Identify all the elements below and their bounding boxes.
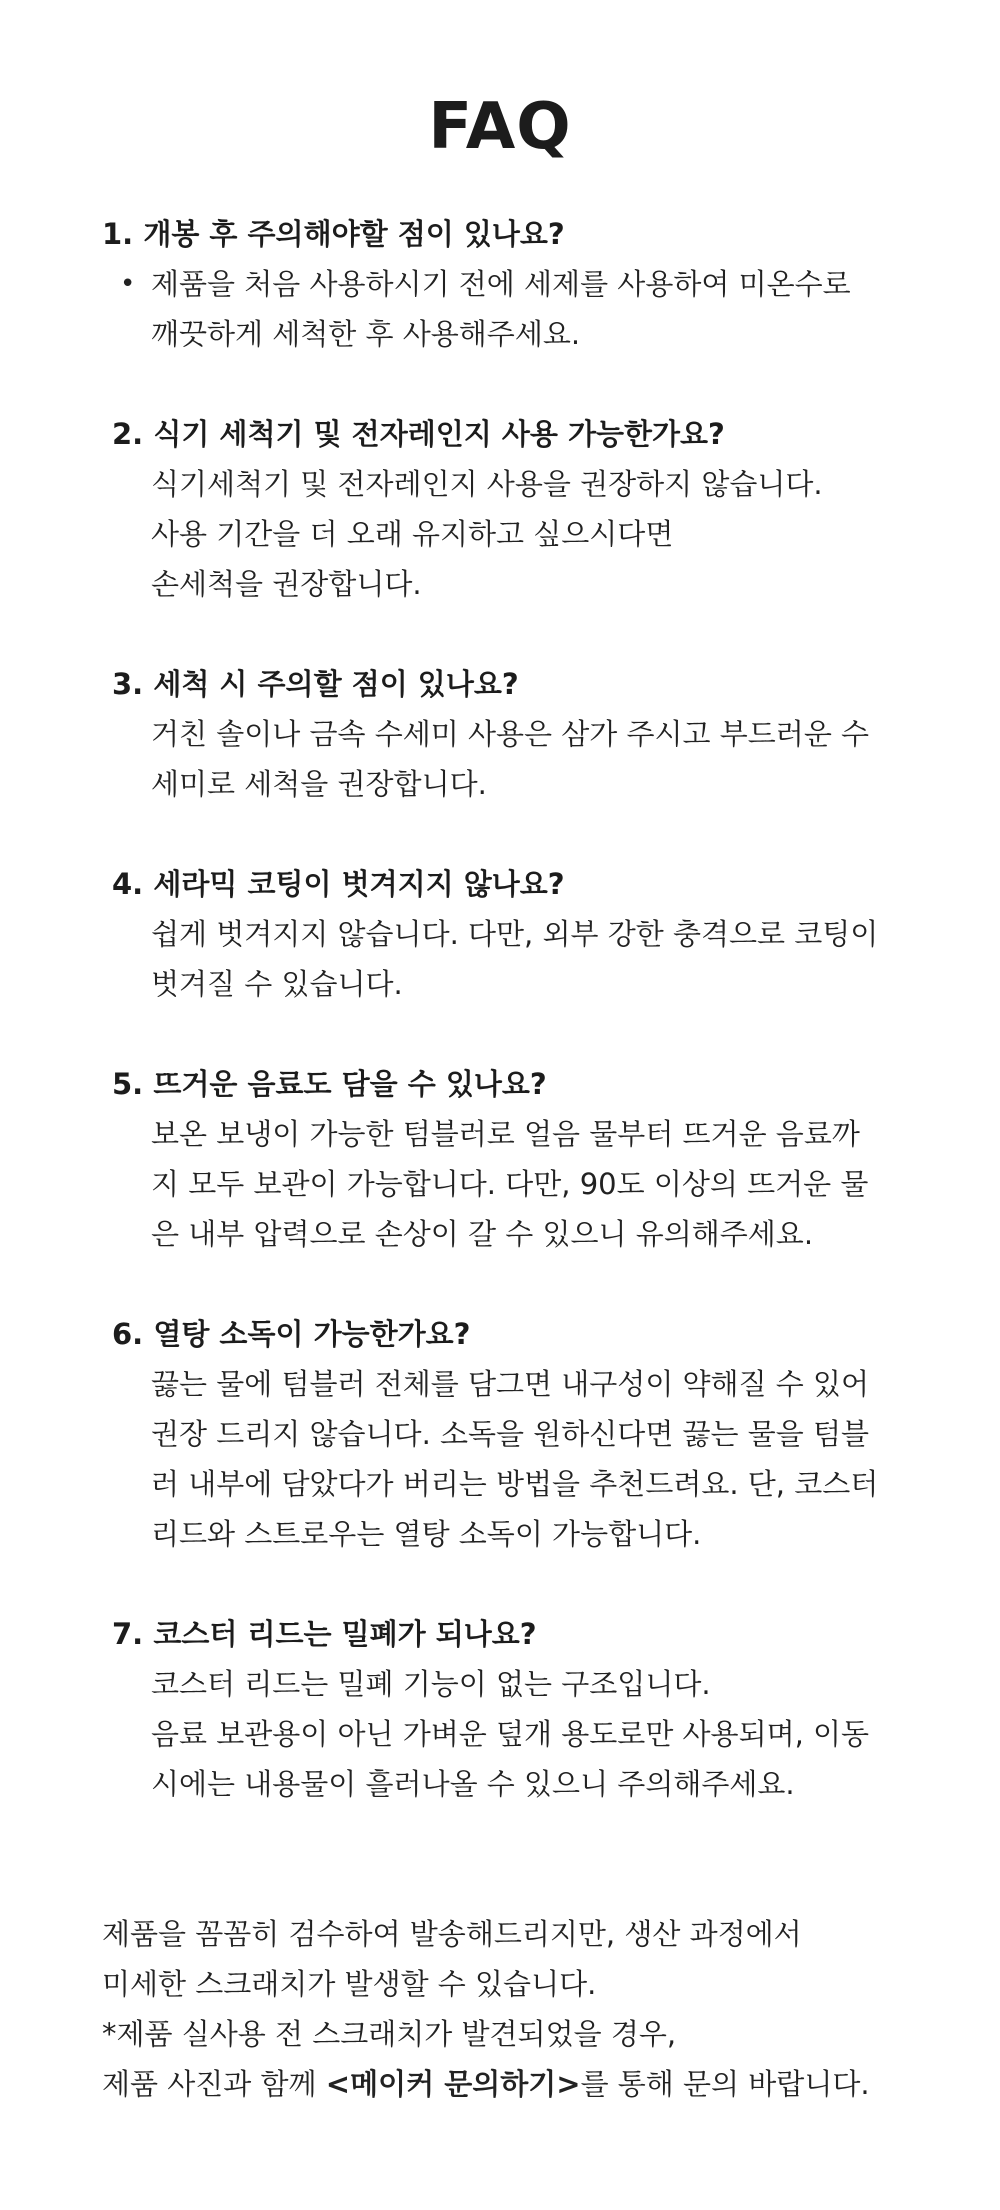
faq-question-7 [112, 1614, 537, 1654]
notice-line: 제품을 꼼꼼히 검수하여 발송해드리지만, 생산 과정에서 [102, 1917, 802, 1951]
notice-text: 를 통해 문의 바랍니다. [580, 2067, 870, 2101]
faq-answer-line: 권장 드리지 않습니다. 소독을 원하신다면 끓는 물을 텀블 [151, 1417, 870, 1451]
faq-number: 2. [112, 417, 144, 451]
faq-number: 4. [112, 867, 144, 901]
faq-question-4 [112, 864, 565, 904]
notice-line: 미세한 스크래치가 발생할 수 있습니다. [102, 1967, 597, 2001]
faq-number: 3. [112, 667, 144, 701]
notice-line-contact [102, 2064, 870, 2104]
faq-answer-line: 깨끗하게 세척한 후 사용해주세요. [151, 317, 581, 351]
faq-answer-line: 벗겨질 수 있습니다. [151, 967, 403, 1001]
faq-number: 5. [112, 1067, 144, 1101]
faq-question-text: 세라믹 코팅이 벗겨지지 않나요? [153, 867, 565, 901]
faq-number: 7. [112, 1617, 144, 1651]
faq-answer-line: 은 내부 압력으로 손상이 갈 수 있으니 유의해주세요. [151, 1217, 814, 1251]
notice-text: 제품 사진과 함께 [102, 2067, 326, 2101]
faq-answer-line: 세미로 세척을 권장합니다. [151, 767, 487, 801]
bullet-icon: • [120, 269, 136, 299]
faq-question-6 [112, 1314, 470, 1354]
maker-inquiry-label: <메이커 문의하기> [325, 2067, 581, 2101]
faq-question-2 [112, 414, 725, 454]
faq-question-text: 개봉 후 주의해야할 점이 있나요? [143, 217, 565, 251]
faq-answer-line: 코스터 리드는 밀폐 기능이 없는 구조입니다. [151, 1667, 711, 1701]
faq-question-text: 식기 세척기 및 전자레인지 사용 가능한가요? [153, 417, 725, 451]
faq-question-text: 열탕 소독이 가능한가요? [153, 1317, 471, 1351]
faq-answer-line: 음료 보관용이 아닌 가벼운 덮개 용도로만 사용되며, 이동 [151, 1717, 870, 1751]
faq-question-5 [112, 1064, 547, 1104]
faq-answer-line: 손세척을 권장합니다. [151, 567, 422, 601]
faq-number: 6. [112, 1317, 144, 1351]
faq-question-1 [102, 214, 565, 254]
faq-answer-line: 리드와 스트로우는 열탕 소독이 가능합니다. [151, 1517, 702, 1551]
faq-number: 1. [102, 217, 134, 251]
faq-answer-line: 사용 기간을 더 오래 유지하고 싶으시다면 [151, 517, 674, 551]
faq-answer-line: 시에는 내용물이 흘러나올 수 있으니 주의해주세요. [151, 1767, 795, 1801]
page-title: FAQ [428, 90, 572, 164]
faq-answer-line: 끓는 물에 텀블러 전체를 담그면 내구성이 약해질 수 있어 [151, 1367, 870, 1401]
faq-answer-line: 쉽게 벗겨지지 않습니다. 다만, 외부 강한 충격으로 코팅이 [151, 917, 879, 951]
faq-question-text: 세척 시 주의할 점이 있나요? [153, 667, 519, 701]
faq-answer-line: 거친 솔이나 금속 수세미 사용은 삼가 주시고 부드러운 수 [151, 717, 870, 751]
faq-answer-line: 지 모두 보관이 가능합니다. 다만, 90도 이상의 뜨거운 물 [151, 1167, 869, 1201]
faq-answer-line: 제품을 처음 사용하시기 전에 세제를 사용하여 미온수로 [151, 267, 851, 301]
faq-answer-line: 식기세척기 및 전자레인지 사용을 권장하지 않습니다. [151, 467, 823, 501]
faq-question-3 [112, 664, 519, 704]
faq-answer-line: 러 내부에 담았다가 버리는 방법을 추천드려요. 단, 코스터 [151, 1467, 879, 1501]
notice-line: *제품 실사용 전 스크래치가 발견되었을 경우, [102, 2017, 677, 2051]
faq-answer-line: 보온 보냉이 가능한 텀블러로 얼음 물부터 뜨거운 음료까 [151, 1117, 860, 1151]
faq-question-text: 코스터 리드는 밀폐가 되나요? [153, 1617, 537, 1651]
faq-question-text: 뜨거운 음료도 담을 수 있나요? [153, 1067, 547, 1101]
